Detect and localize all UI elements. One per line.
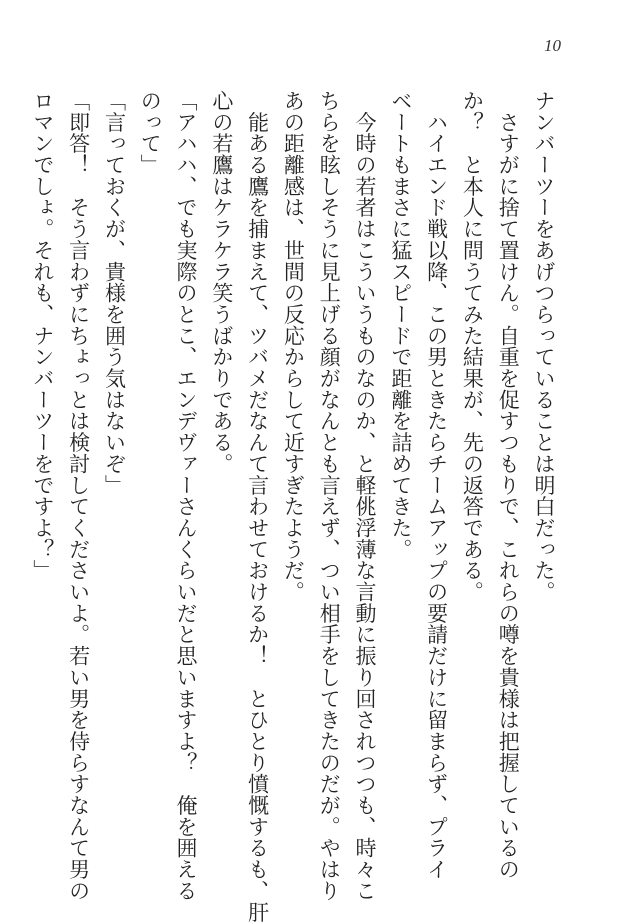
text-line: 「アハハ、でも実際のとこ、エンデヴァーさんくらいだと思いますよ？ 俺を囲える [174,90,199,902]
text-line: ベートもまさに猛スピードで距離を詰めてきた。 [388,90,413,560]
text-line: あの距離感は、世間の反応からして近すぎたようだ。 [281,90,306,603]
text-line: 今時の若者はこういうものなのか、と軽佻浮薄な言動に振り回されつつも、時々こ [353,90,378,902]
text-line: 心の若鷹はケラケラ笑うばかりである。 [209,90,234,475]
text-line: ナンバーツーをあげつらっていることは明白だった。 [532,90,556,603]
text-line: 「言っておくが、貴様を囲う気はないぞ」 [102,90,127,496]
page-number: 10 [544,36,561,55]
vertical-text-body [30,90,561,923]
text-line: 能ある鷹を捕まえて、ツバメだなんて言わせておけるか！ とひとり憤慨するも、肝 [245,90,270,923]
text-line: ロマンでしょ。それも、ナンバーツーをですよ？」 [30,90,55,582]
text-line: 「即答！ そう言わずにちょっとは検討してくださいよ。若い男を侍らすなんて男の [66,90,91,902]
text-line: さすがに捨て置けん。自重を促すつもりで、これらの噂を貴様は把握しているの [496,90,521,880]
text-line: ちらを眩しそうに見上げる顔がなんとも言えず、つい相手をしてきたのだが。やはり [317,90,342,902]
text-line: ハイエンド戦以降、この男ときたらチームアップの要請だけに留まらず、プライ [424,90,449,880]
text-line: のって」 [138,90,163,176]
text-line: か？ と本人に問うてみた結果が、先の返答である。 [460,90,485,603]
